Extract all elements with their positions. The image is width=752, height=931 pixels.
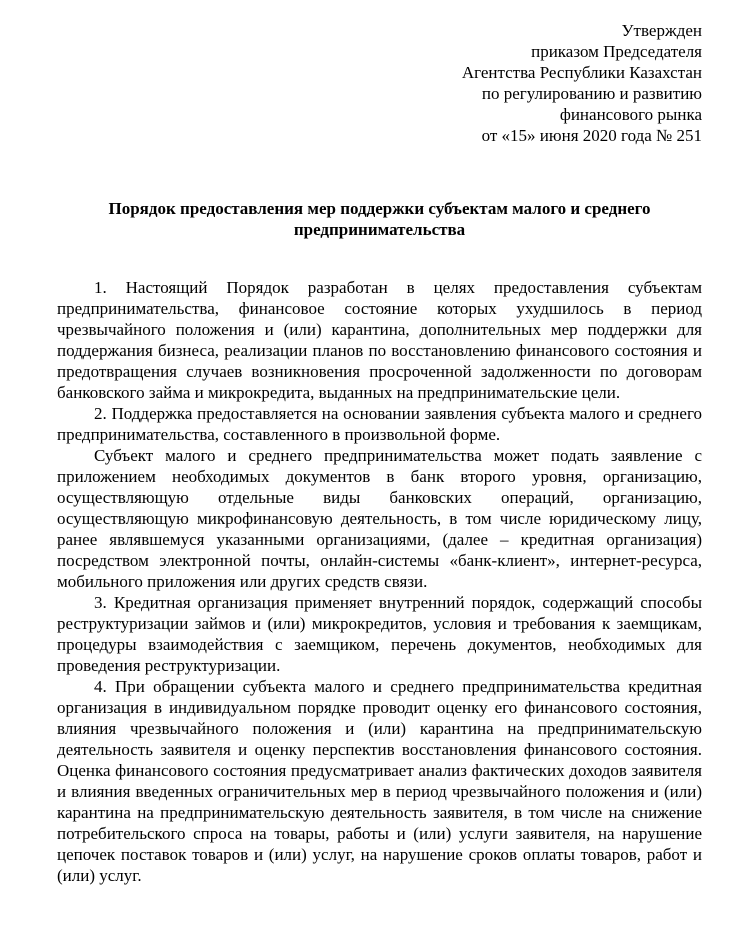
approval-line: финансового рынка [559,105,702,124]
paragraph-2-continuation: Субъект малого и среднего предпринимательства может подать заявление с приложением необходимых документов в банк второго уровня, организацию, осуществляющую отдельные виды банковских операций, организацию, осуществляющую микрофинансовую деятельность, в том числе юридическому лицу, ранее являвшемуся указанными организациями, (далее – кредитная организация) посредством электронной почты, онлайн-системы «банк-клиент», интернет-ресурса, мобильного приложения или других средств связи. [57,446,702,591]
approval-line: Агентства Республики Казахстан [461,63,702,82]
paragraph-1: 1. Настоящий Порядок разработан в целях предоставления субъектам предпринимательства, финансовое состояние которых ухудшилось в период чрезвычайного положения и (или) карантина, дополнительных мер поддержки для поддержания бизнеса, реализации планов по восстановлению финансового состояния и предотвращения случаев возникновения просроченной задолженности по договорам банковского займа и микрокредита, выданных на предпринимательские цели. [57,278,702,402]
approval-line: по регулированию и развитию [481,84,702,103]
document-title: Порядок предоставления мер поддержки субъектам малого и среднего предпринимательства [108,199,651,239]
paragraph-2: 2. Поддержка предоставляется на основании заявления субъекта малого и среднего предпринимательства, составленного в произвольной форме. [57,404,702,444]
paragraph-3: 3. Кредитная организация применяет внутренний порядок, содержащий способы реструктуризации займов и (или) микрокредитов, условия и требования к заемщикам, процедуры взаимодействия с заемщиком, перечень документов, необходимых для проведения реструктуризации. [57,593,702,675]
paragraph-4: 4. При обращении субъекта малого и среднего предпринимательства кредитная организация в индивидуальном порядке проводит оценку его финансового состояния, влияния чрезвычайного положения и (или) карантина на предпринимательскую деятельность заявителя и оценку перспектив восстановления финансового состояния. Оценка финансового состояния предусматривает анализ фактических доходов заявителя и влияния введенных ограничительных мер в период чрезвычайного положения и (или) карантина на предпринимательскую деятельность заявителя, в том числе на снижение потребительского спроса на товары, работы и (или) услуги заявителя, на нарушение цепочек поставок товаров и (или) услуг, на нарушение сроков оплаты товаров, работ и (или) услуг. [57,677,702,885]
approval-line: приказом Председателя [531,42,702,61]
approval-block [57,20,702,146]
document-body [57,277,702,886]
approval-line: Утвержден [621,21,702,40]
approval-line: от «15» июня 2020 года № 251 [481,126,702,145]
